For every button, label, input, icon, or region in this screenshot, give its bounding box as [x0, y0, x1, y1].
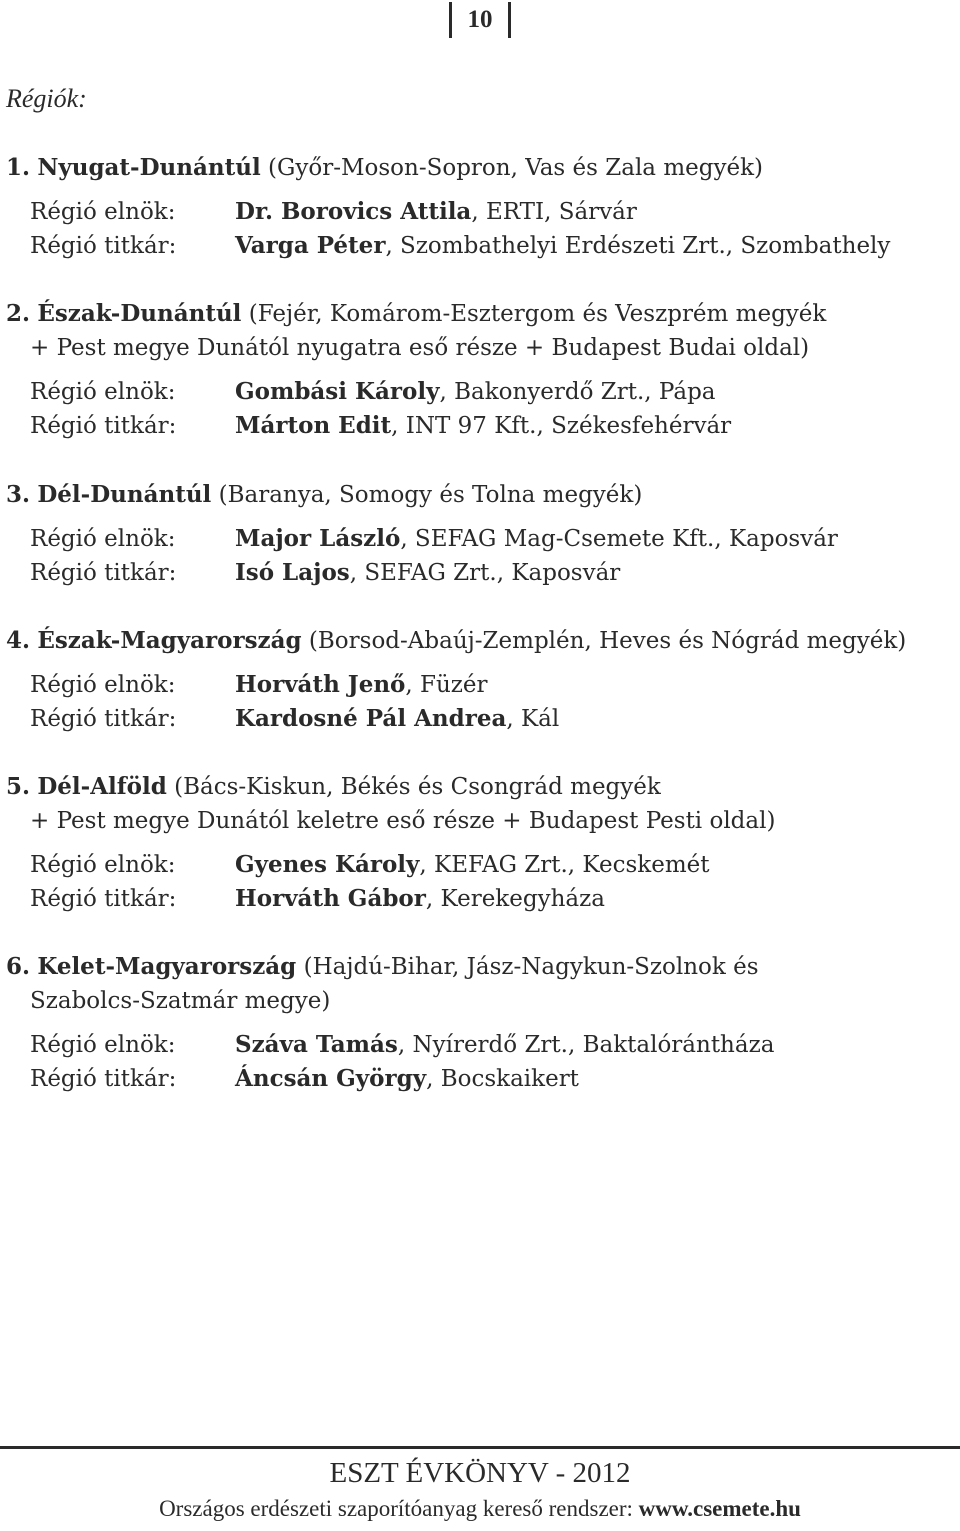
region-name: Dél-Alföld	[37, 773, 167, 800]
region-number: 2.	[6, 300, 31, 327]
secretary-row	[6, 409, 936, 443]
footer-divider	[0, 1446, 960, 1449]
footer-title: ESZT ÉVKÖNYV - 2012	[329, 1457, 631, 1489]
region-name: Dél-Dunántúl	[37, 481, 212, 508]
chair-label: Régió elnök:	[30, 1032, 176, 1058]
secretary-org: , Szombathelyi Erdészeti Zrt., Szombathely	[385, 233, 891, 259]
region-description: (Győr-Moson-Sopron, Vas és Zala megyék)	[268, 155, 763, 181]
chair-row	[6, 848, 936, 882]
region-description: (Borsod-Abaúj-Zemplén, Heves és Nógrád megyék)	[308, 628, 907, 654]
chair-org: , Nyírerdő Zrt., Baktalórántháza	[397, 1032, 775, 1058]
chair-label: Régió elnök:	[30, 852, 176, 878]
chair-name: Száva Tamás	[235, 1031, 398, 1058]
chair-label: Régió elnök:	[30, 526, 176, 552]
region-title	[6, 151, 936, 185]
region-description: (Baranya, Somogy és Tolna megyék)	[218, 482, 643, 508]
region-block	[6, 950, 936, 1096]
region-number: 1.	[6, 154, 31, 181]
region-description: (Hajdú-Bihar, Jász-Nagykun-Szolnok és	[303, 954, 759, 980]
region-block	[6, 770, 936, 916]
region-title	[6, 297, 936, 331]
secretary-label: Régió titkár:	[30, 560, 177, 586]
chair-name: Gyenes Károly	[235, 851, 420, 878]
region-description-cont: + Pest megye Dunától keletre eső része + Budapest Pesti oldal)	[30, 808, 776, 834]
secretary-org: , Kál	[506, 706, 560, 732]
region-name: Kelet-Magyarország	[37, 953, 297, 980]
footer-link[interactable]: www.csemete.hu	[638, 1496, 801, 1521]
region-description: (Fejér, Komárom-Esztergom és Veszprém megyék	[248, 301, 827, 327]
region-number: 6.	[6, 953, 31, 980]
secretary-name: Isó Lajos	[235, 559, 350, 586]
region-name: Nyugat-Dunántúl	[37, 154, 261, 181]
secretary-row	[6, 702, 936, 736]
chair-name: Horváth Jenő	[235, 671, 406, 698]
region-name: Észak-Magyarország	[37, 627, 302, 654]
secretary-label: Régió titkár:	[30, 233, 177, 259]
region-block	[6, 151, 936, 263]
secretary-org: , INT 97 Kft., Székesfehérvár	[391, 413, 732, 439]
secretary-label: Régió titkár:	[30, 1066, 177, 1092]
region-block	[6, 478, 936, 590]
secretary-name: Áncsán György	[235, 1065, 427, 1092]
region-block	[6, 624, 936, 736]
region-number: 4.	[6, 627, 31, 654]
secretary-label: Régió titkár:	[30, 706, 177, 732]
secretary-label: Régió titkár:	[30, 413, 177, 439]
region-title	[6, 770, 936, 804]
region-title	[6, 624, 936, 658]
chair-row	[6, 668, 936, 702]
region-title	[6, 478, 936, 512]
secretary-org: , Kerekegyháza	[425, 886, 605, 912]
chair-name: Major László	[235, 525, 401, 552]
secretary-row	[6, 556, 936, 590]
footer-subtitle-text: Országos erdészeti szaporítóanyag kereső rendszer:	[159, 1496, 639, 1521]
chair-org: , Füzér	[405, 672, 488, 698]
region-description: (Bács-Kiskun, Békés és Csongrád megyék	[174, 774, 661, 800]
secretary-name: Márton Edit	[235, 412, 392, 439]
chair-name: Dr. Borovics Attila	[235, 198, 472, 225]
chair-org: , KEFAG Zrt., Kecskemét	[419, 852, 710, 878]
region-number: 3.	[6, 481, 31, 508]
secretary-row	[6, 229, 936, 263]
page-number: 10	[449, 2, 511, 38]
chair-name: Gombási Károly	[235, 378, 440, 405]
chair-row	[6, 375, 936, 409]
secretary-row	[6, 1062, 936, 1096]
region-title	[6, 950, 936, 984]
chair-row	[6, 522, 936, 556]
secretary-label: Régió titkár:	[30, 886, 177, 912]
chair-row	[6, 1028, 936, 1062]
footer-subtitle	[0, 1492, 960, 1526]
chair-label: Régió elnök:	[30, 199, 176, 225]
region-block	[6, 297, 936, 443]
region-number: 5.	[6, 773, 31, 800]
chair-row	[6, 195, 936, 229]
chair-org: , ERTI, Sárvár	[471, 199, 637, 225]
chair-label: Régió elnök:	[30, 379, 176, 405]
secretary-org: , SEFAG Zrt., Kaposvár	[349, 560, 621, 586]
secretary-name: Varga Péter	[235, 232, 386, 259]
region-description-cont: Szabolcs-Szatmár megye)	[30, 988, 331, 1014]
chair-org: , Bakonyerdő Zrt., Pápa	[439, 379, 716, 405]
region-name: Észak-Dunántúl	[37, 300, 242, 327]
page-heading: Régiók:	[6, 84, 87, 113]
secretary-org: , Bocskaikert	[426, 1066, 579, 1092]
secretary-name: Horváth Gábor	[235, 885, 426, 912]
region-description-cont: + Pest megye Dunától nyugatra eső része + Budapest Budai oldal)	[30, 335, 810, 361]
chair-org: , SEFAG Mag-Csemete Kft., Kaposvár	[400, 526, 838, 552]
secretary-row	[6, 882, 936, 916]
chair-label: Régió elnök:	[30, 672, 176, 698]
secretary-name: Kardosné Pál Andrea	[235, 705, 507, 732]
